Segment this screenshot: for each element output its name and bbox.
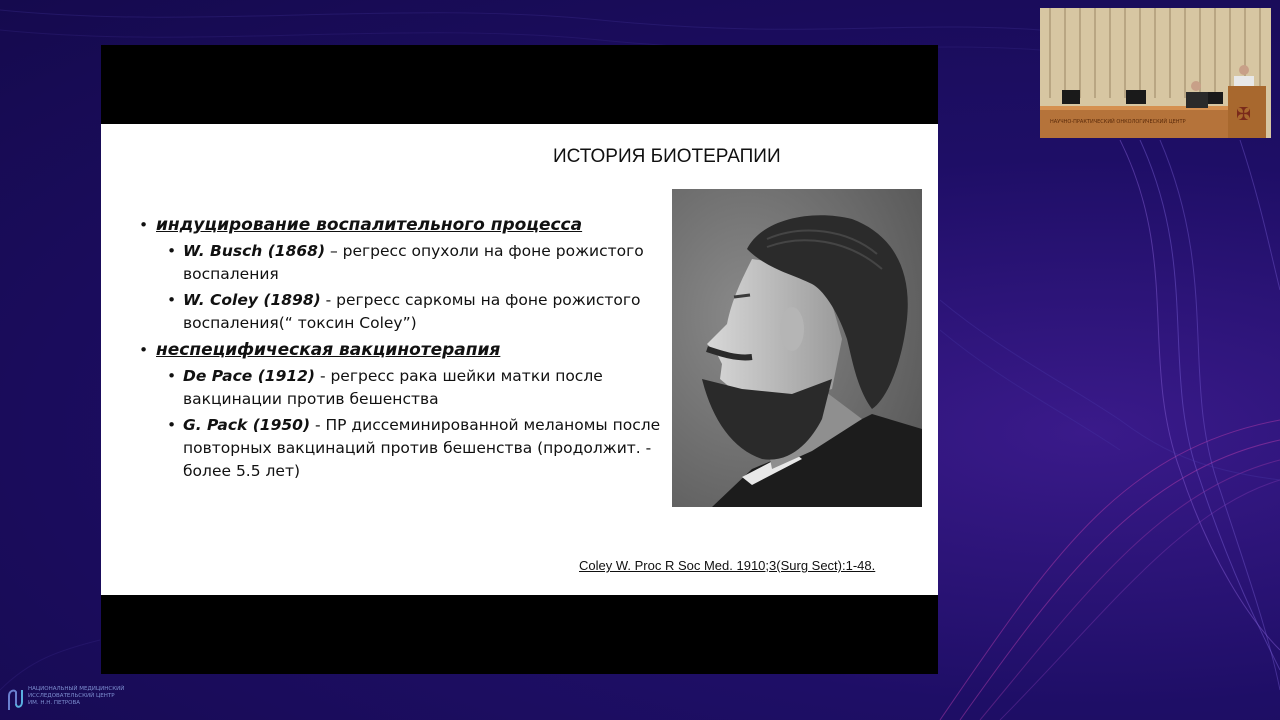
- section-heading-1: • индуцирование воспалительного процесса: [139, 214, 679, 237]
- citation-link[interactable]: Coley W. Proc R Soc Med. 1910;3(Surg Sect):1-48.: [579, 558, 876, 573]
- bullet-text: – регресс опухоли на фоне рожистого воспаления: [183, 242, 644, 283]
- slide-frame: [101, 45, 938, 674]
- bullet-text: - регресс рака шейки матки после вакцинации против бешенства: [183, 367, 603, 408]
- institute-logo: [6, 686, 125, 714]
- slide-title: ИСТОРИЯ БИОТЕРАПИИ: [553, 146, 781, 167]
- logo-line: НАЦИОНАЛЬНЫЙ МЕДИЦИНСКИЙ: [28, 686, 125, 692]
- bullet-author: W. Busch (1868): [183, 242, 326, 260]
- slide: [101, 124, 938, 595]
- svg-text:✠: ✠: [1236, 104, 1252, 125]
- logo-line: ИССЛЕДОВАТЕЛЬСКИЙ ЦЕНТР: [28, 693, 115, 699]
- bullet-text: - ПР диссеминированной меланомы после повторных вакцинаций против бешенства (продолжит. - более 5.5 лет): [183, 416, 661, 480]
- bullet-item: [139, 414, 679, 483]
- bullet-author: W. Coley (1898): [183, 291, 321, 309]
- bullet-item: [139, 365, 679, 411]
- bullet-item: [139, 289, 679, 335]
- webcam-overlay: [1040, 8, 1271, 138]
- bullet-text: - регресс саркомы на фоне рожистого воспаления(“ токсин Coley”): [183, 291, 641, 332]
- portrait-photo: [672, 189, 922, 507]
- webcam-banner-text: НАУЧНО-ПРАКТИЧЕСКИЙ ОНКОЛОГИЧЕСКИЙ ЦЕНТР: [1050, 119, 1186, 125]
- bullet-item: [139, 240, 679, 286]
- bullet-author: G. Pack (1950): [183, 416, 311, 434]
- bullet-author: De Pace (1912): [183, 367, 316, 385]
- bullet-list: [139, 214, 679, 483]
- logo-line: ИМ. Н.Н. ПЕТРОВА: [28, 700, 81, 706]
- section-heading-2: • неспецифическая вакцинотерапия: [139, 339, 679, 362]
- logo-icon: [6, 686, 26, 712]
